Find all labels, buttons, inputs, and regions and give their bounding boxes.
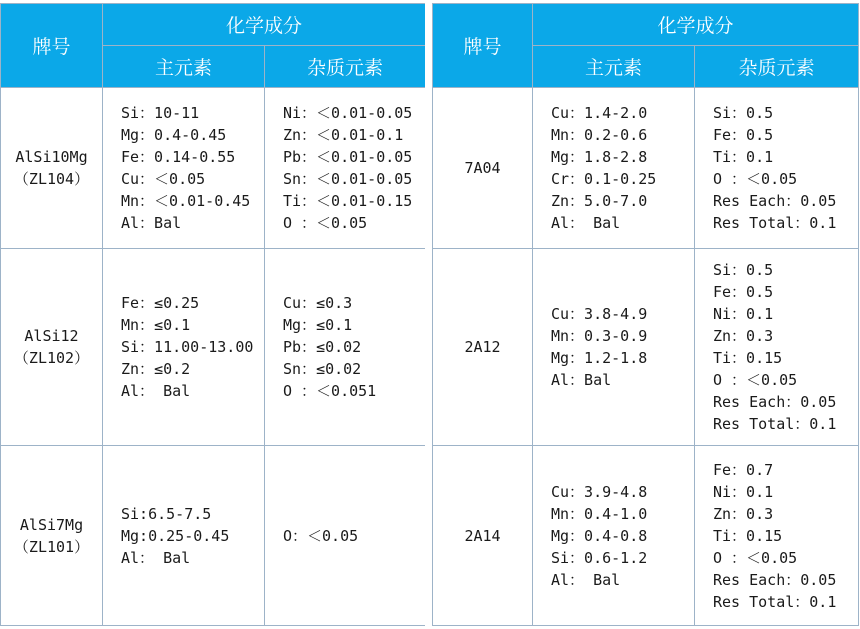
main-elements-cell: Fe：≤0.25 Mn：≤0.1 Si：11.00-13.00 Zn：≤0.2 Al： Bal bbox=[103, 249, 265, 446]
grade-cell: AlSi7Mg （ZL101） bbox=[1, 446, 103, 626]
impurity-elements-cell: O：＜0.05 bbox=[265, 446, 426, 626]
table-row bbox=[1, 249, 426, 446]
main-element-header: 主元素 bbox=[533, 46, 695, 88]
table-row bbox=[1, 88, 426, 249]
impurity-element-header: 杂质元素 bbox=[695, 46, 859, 88]
main-element-header: 主元素 bbox=[103, 46, 265, 88]
table-row bbox=[433, 88, 859, 249]
grade-cell: AlSi10Mg （ZL104） bbox=[1, 88, 103, 249]
main-elements-cell: Si:6.5-7.5 Mg:0.25-0.45 Al： Bal bbox=[103, 446, 265, 626]
impurity-elements-cell: Cu：≤0.3 Mg：≤0.1 Pb：≤0.02 Sn：≤0.02 O ：＜0.051 bbox=[265, 249, 426, 446]
composition-header: 化学成分 bbox=[103, 4, 426, 46]
impurity-elements-cell: Fe：0.7 Ni：0.1 Zn：0.3 Ti：0.15 O ：＜0.05 Res Each：0.05 Res Total：0.1 bbox=[695, 446, 859, 626]
composition-header: 化学成分 bbox=[533, 4, 859, 46]
impurity-elements-cell: Ni：＜0.01-0.05 Zn：＜0.01-0.1 Pb：＜0.01-0.05 Sn：＜0.01-0.05 Ti：＜0.01-0.15 O ：＜0.05 bbox=[265, 88, 426, 249]
impurity-element-header: 杂质元素 bbox=[265, 46, 426, 88]
main-elements-cell: Si：10-11 Mg：0.4-0.45 Fe：0.14-0.55 Cu：＜0.05 Mn：＜0.01-0.45 Al：Bal bbox=[103, 88, 265, 249]
grade-header: 牌号 bbox=[1, 4, 103, 88]
right-composition-table bbox=[432, 3, 859, 626]
main-elements-cell: Cu：3.9-4.8 Mn：0.4-1.0 Mg：0.4-0.8 Si：0.6-1.2 Al： Bal bbox=[533, 446, 695, 626]
table-row bbox=[433, 249, 859, 446]
grade-cell: 2A12 bbox=[433, 249, 533, 446]
left-composition-table bbox=[0, 3, 426, 626]
main-elements-cell: Cu：3.8-4.9 Mn：0.3-0.9 Mg：1.2-1.8 Al：Bal bbox=[533, 249, 695, 446]
grade-header: 牌号 bbox=[433, 4, 533, 88]
grade-cell: 2A14 bbox=[433, 446, 533, 626]
impurity-elements-cell: Si：0.5 Fe：0.5 Ti：0.1 O ：＜0.05 Res Each：0.05 Res Total：0.1 bbox=[695, 88, 859, 249]
table-row bbox=[1, 446, 426, 626]
table-separator bbox=[425, 3, 432, 629]
table-row bbox=[433, 446, 859, 626]
impurity-elements-cell: Si：0.5 Fe：0.5 Ni：0.1 Zn：0.3 Ti：0.15 O ：＜0.05 Res Each：0.05 Res Total：0.1 bbox=[695, 249, 859, 446]
main-elements-cell: Cu：1.4-2.0 Mn：0.2-0.6 Mg：1.8-2.8 Cr：0.1-0.25 Zn：5.0-7.0 Al： Bal bbox=[533, 88, 695, 249]
grade-cell: 7A04 bbox=[433, 88, 533, 249]
grade-cell: AlSi12 （ZL102） bbox=[1, 249, 103, 446]
